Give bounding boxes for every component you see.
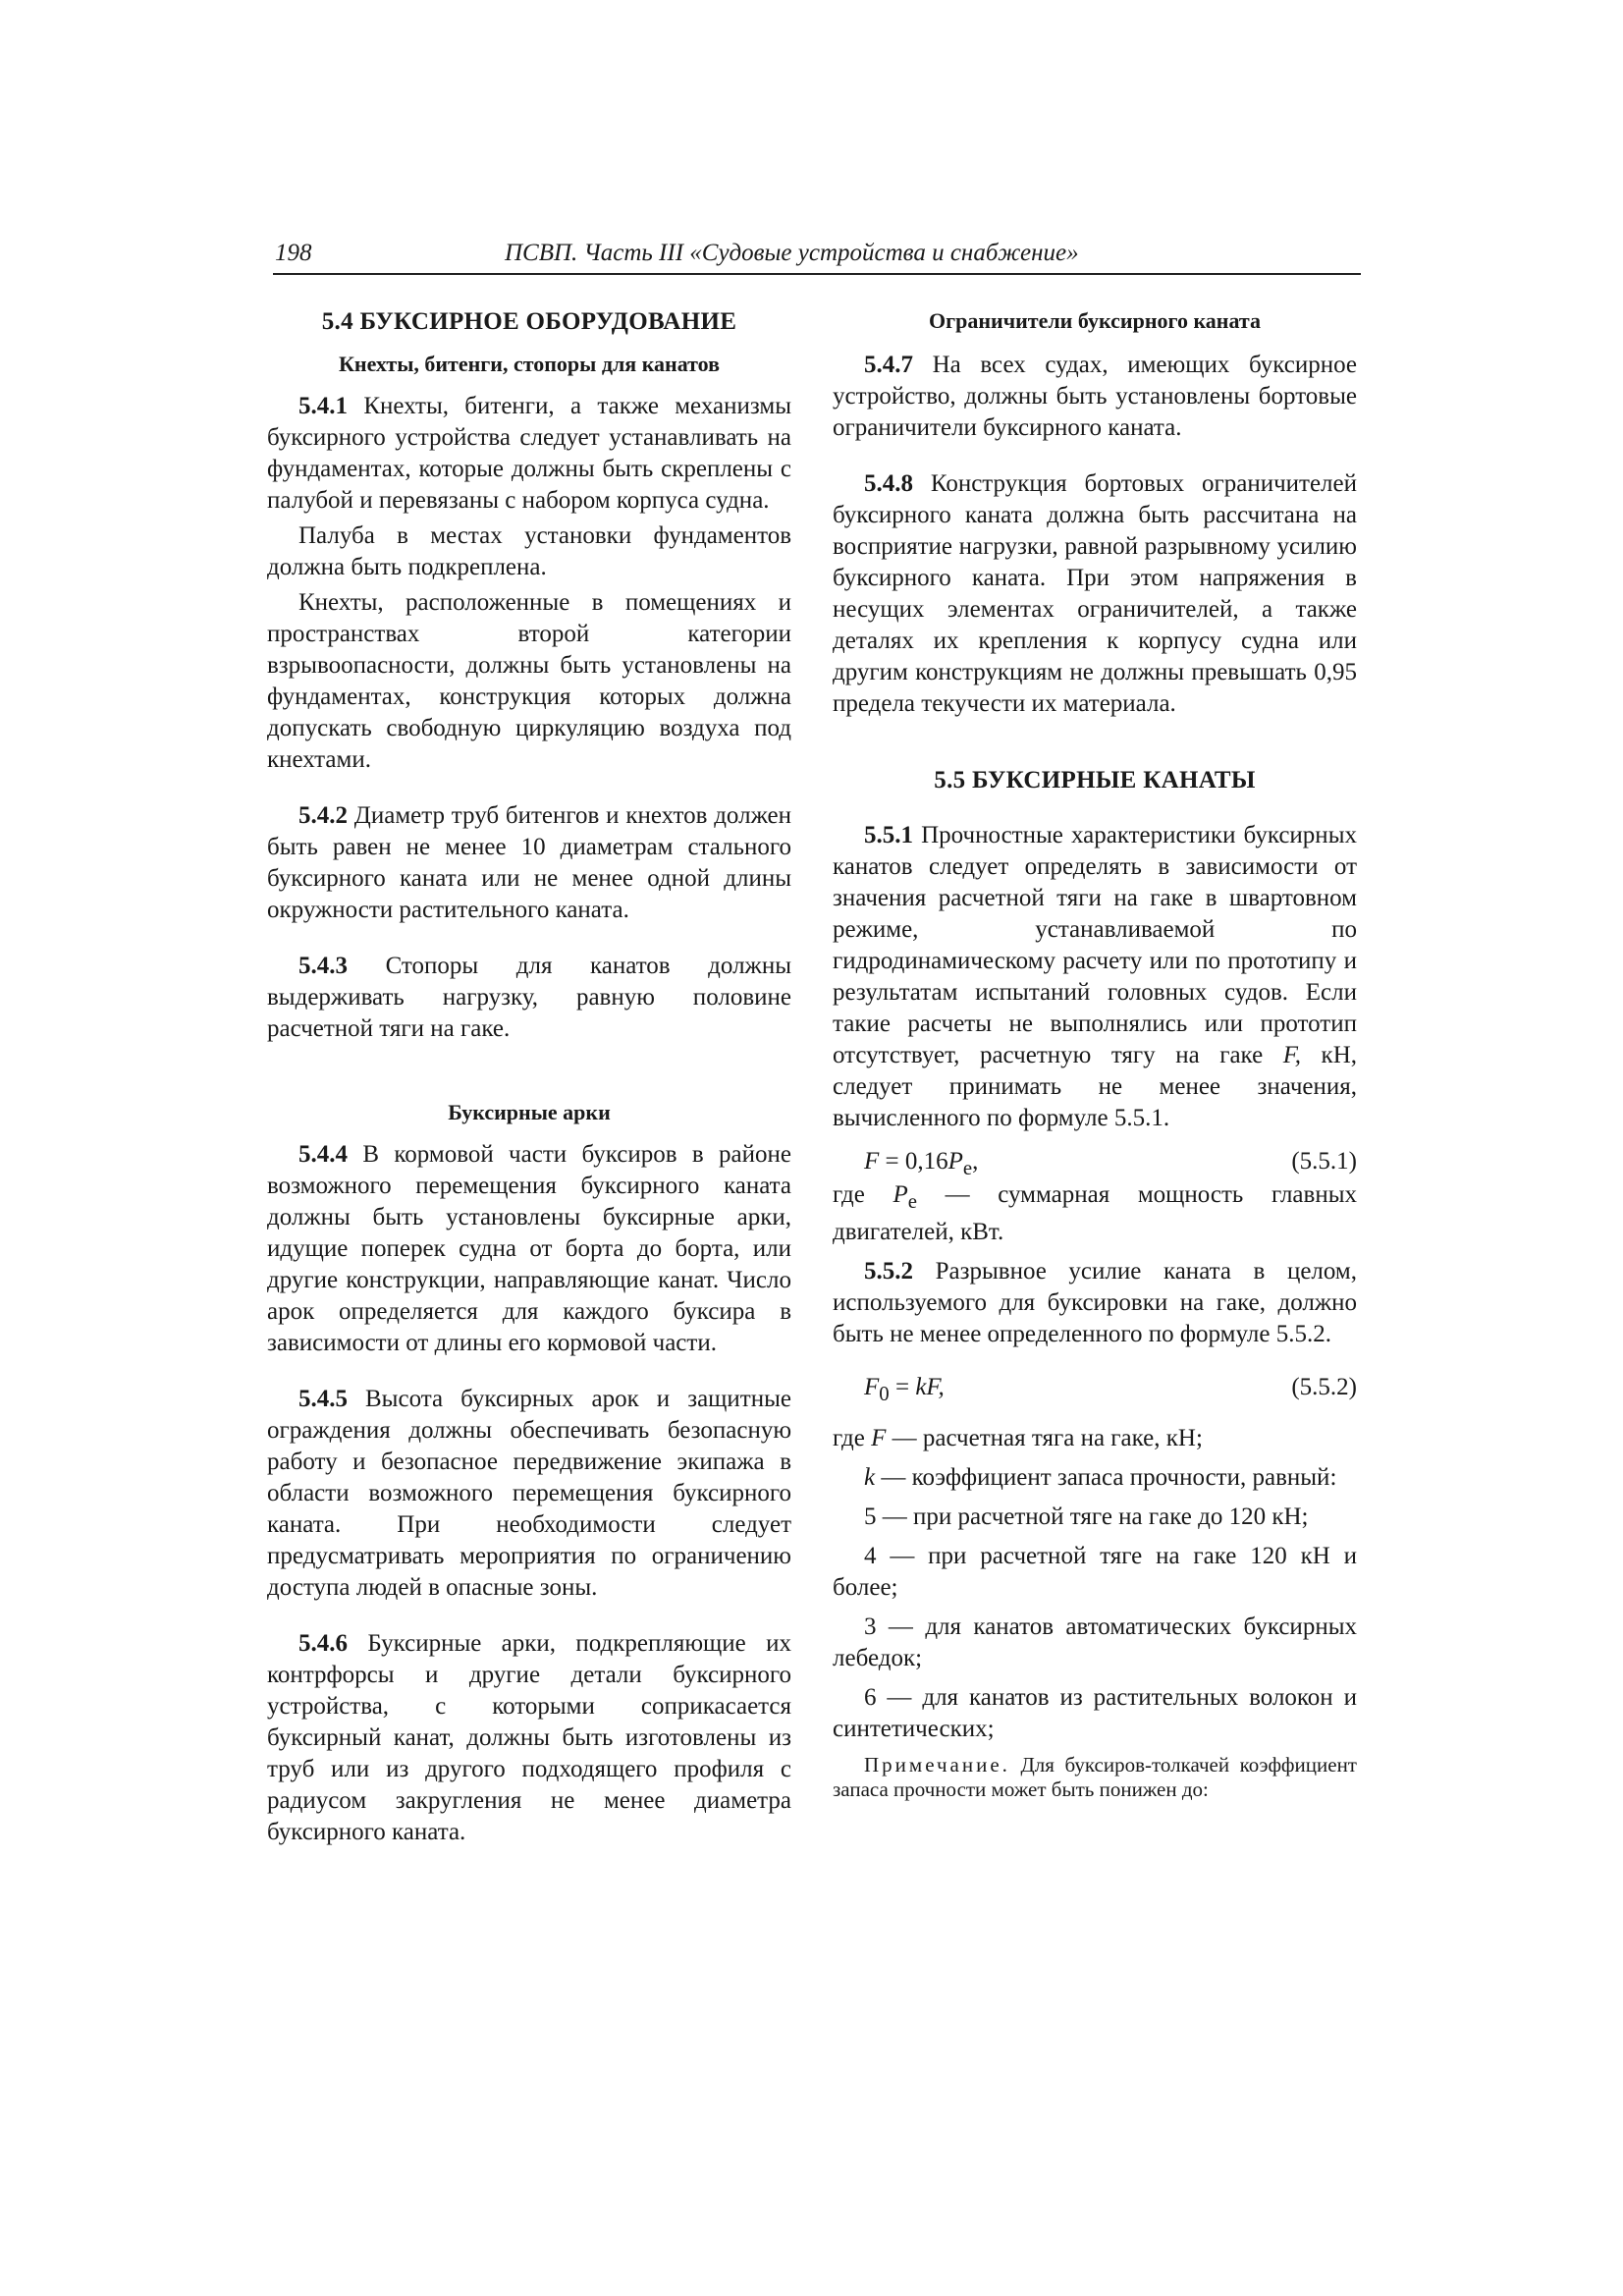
paragraph-text: На всех судах, имеющих буксирное устройство, должны быть установлены бортовые ограничители буксирного каната. [833, 352, 1357, 441]
formula-var-p: P [947, 1148, 963, 1175]
legend-var: F [871, 1425, 887, 1451]
legend-f [833, 1423, 1357, 1454]
formula-var-f: F [864, 1148, 880, 1175]
legend-subscript: e [907, 1189, 917, 1213]
paragraph-text: Конструкция бортовых ограничителей буксирного каната должна быть рассчитана на восприятие нагрузки, равной разрывному усилию буксирного каната. При этом напряжения в несущих элементах ограничителей, а также деталях их крепления к корпусу судна или другим конструкциям не должны превышать 0,95 предела текучести их материала. [833, 470, 1357, 717]
subheading-rope-limiters: Ограничители буксирного каната [929, 308, 1261, 333]
paragraph-5-4-2 [267, 800, 791, 926]
section-title-5-5: 5.5 БУКСИРНЫЕ КАНАТЫ [934, 767, 1256, 793]
paragraph-5-4-1-b: Палуба в местах установки фундаментов должна быть подкреплена. [267, 522, 791, 580]
formula-subscript: 0 [879, 1382, 890, 1405]
subheading-bitts: Кнехты, битенги, стопоры для канатов [338, 352, 721, 376]
formula-5-5-1 [833, 1146, 1357, 1177]
paragraph-5-5-1 [833, 820, 1357, 1134]
paragraph-text: Высота буксирных арок и защитные ограждения должны обеспечивать безопасную работу и безопасное передвижение экипажа в области возможного перемещения буксирного каната. При необходимости следует предусматривать мероприятия по ограничению доступа людей в опасные зоны. [267, 1386, 791, 1601]
paragraph-5-4-3 [267, 951, 791, 1045]
note [833, 1753, 1357, 1802]
note-text: Для буксиров-толкачей коэффициент запаса прочности может быть понижен до: [833, 1753, 1357, 1801]
paragraph-text: кН, следует принимать не менее значения, вычисленного по формуле 5.5.1. [833, 1042, 1357, 1131]
formula-number: (5.5.1) [1291, 1148, 1357, 1175]
paragraph-5-4-7 [833, 350, 1357, 444]
formula-5-5-2 [833, 1372, 1357, 1403]
coefficient-5: 5 — при расчетной тяге на гаке до 120 кН; [864, 1503, 1309, 1530]
paragraph-5-4-5 [267, 1384, 791, 1604]
paragraph-text: В кормовой части буксиров в районе возможного перемещения буксирного каната должны быть установлены буксирные арки, идущие поперек судна от борта до борта, или другие конструкции, направляющие канат. Число арок определяется для каждого буксира в зависимости от длины его кормовой части. [267, 1141, 791, 1356]
running-title: ПСВП. Часть III «Судовые устройства и снабжение» [505, 240, 1079, 266]
coefficient-3: 3 — для канатов автоматических буксирных лебедок; [833, 1613, 1357, 1671]
legend-where: где [833, 1425, 872, 1451]
paragraph-text: Буксирные арки, подкрепляющие их контрфорсы и другие детали буксирного устройства, с которыми соприкасается буксирный канат, должны быть изготовлены из труб или из другого подходящего профиля с радиусом закругления не менее диаметра буксирного каната. [267, 1630, 791, 1845]
formula-subscript: e [962, 1156, 973, 1179]
legend-where: где [833, 1181, 893, 1208]
paragraph-5-4-1-c: Кнехты, расположенные в помещениях и пространствах второй категории взрывоопасности, должны быть установлены на фундаментах, конструкция которых должна допускать свободную циркуляцию воздуха под кнехтами. [267, 589, 791, 773]
formula-number: (5.5.2) [1291, 1374, 1357, 1400]
paragraph-5-4-4 [267, 1139, 791, 1359]
paragraph-5-4-1 [267, 391, 791, 517]
note-label: Примечание. [864, 1753, 1010, 1777]
clause-number: 5.4.3 [298, 953, 348, 979]
right-column [833, 306, 1357, 1802]
left-column [267, 306, 791, 1848]
paragraph-text: Диаметр труб битенгов и кнехтов должен быть равен не менее 10 диаметрам стального буксирного каната или не менее одной длины окружности растительного каната. [267, 802, 791, 923]
formula-expression [864, 1372, 945, 1409]
formula-operator: = [889, 1374, 916, 1400]
formula-var-kf: kF, [915, 1374, 945, 1400]
clause-number: 5.4.2 [298, 802, 348, 829]
paragraph-5-4-6 [267, 1628, 791, 1848]
coefficient-6: 6 — для канатов из растительных волокон и синтетических; [833, 1684, 1357, 1742]
legend-k [833, 1462, 1357, 1494]
clause-number: 5.4.6 [298, 1630, 348, 1657]
legend-text: — расчетная тяга на гаке, кН; [886, 1425, 1203, 1451]
page-number: 198 [275, 240, 312, 266]
clause-number: 5.5.1 [864, 822, 913, 848]
section-title-5-4: 5.4 БУКСИРНОЕ ОБОРУДОВАНИЕ [321, 308, 737, 335]
clause-number: 5.5.2 [864, 1258, 913, 1285]
paragraph-text: Стопоры для канатов должны выдерживать нагрузку, равную половине расчетной тяги на гаке. [267, 953, 791, 1042]
formula-var-f: F [864, 1374, 880, 1400]
legend-text: — суммарная мощность главных двигателей, кВт. [833, 1181, 1357, 1245]
coefficient-4: 4 — при расчетной тяге на гаке 120 кН и более; [833, 1543, 1357, 1601]
variable-f: F, [1282, 1042, 1302, 1068]
paragraph-text: Прочностные характеристики буксирных канатов следует определять в зависимости от значения расчетной тяги на гаке в швартовном режиме, устанавливаемой по гидродинамическому расчету или по прототипу и результатам испытаний головных судов. Если такие расчеты не выполнялись или прототип отсутствует, расчетную тягу на гаке [833, 822, 1357, 1068]
paragraph-text: Разрывное усилие каната в целом, используемого для буксировки на гаке, должно быть не менее определенного по формуле 5.5.2. [833, 1258, 1357, 1347]
clause-number: 5.4.7 [864, 352, 913, 378]
formula-comma: , [972, 1148, 979, 1175]
legend-var: k [864, 1464, 876, 1491]
paragraph-5-5-2 [833, 1256, 1357, 1350]
legend-text: — коэффициент запаса прочности, равный: [875, 1464, 1337, 1491]
formula-5-5-1-legend [833, 1179, 1357, 1248]
formula-operator: = 0,16 [879, 1148, 948, 1175]
paragraph-text: Кнехты, битенги, а также механизмы буксирного устройства следует устанавливать на фундаментах, которые должны быть скреплены с палубой и перевязаны с набором корпуса судна. [267, 393, 791, 514]
clause-number: 5.4.8 [864, 470, 913, 497]
paragraph-5-4-8 [833, 468, 1357, 720]
clause-number: 5.4.4 [298, 1141, 348, 1168]
subheading-towing-arches: Буксирные арки [448, 1100, 611, 1124]
legend-var: P [893, 1181, 908, 1208]
clause-number: 5.4.1 [298, 393, 348, 419]
formula-expression [864, 1146, 978, 1183]
running-header [273, 240, 1361, 275]
clause-number: 5.4.5 [298, 1386, 348, 1412]
